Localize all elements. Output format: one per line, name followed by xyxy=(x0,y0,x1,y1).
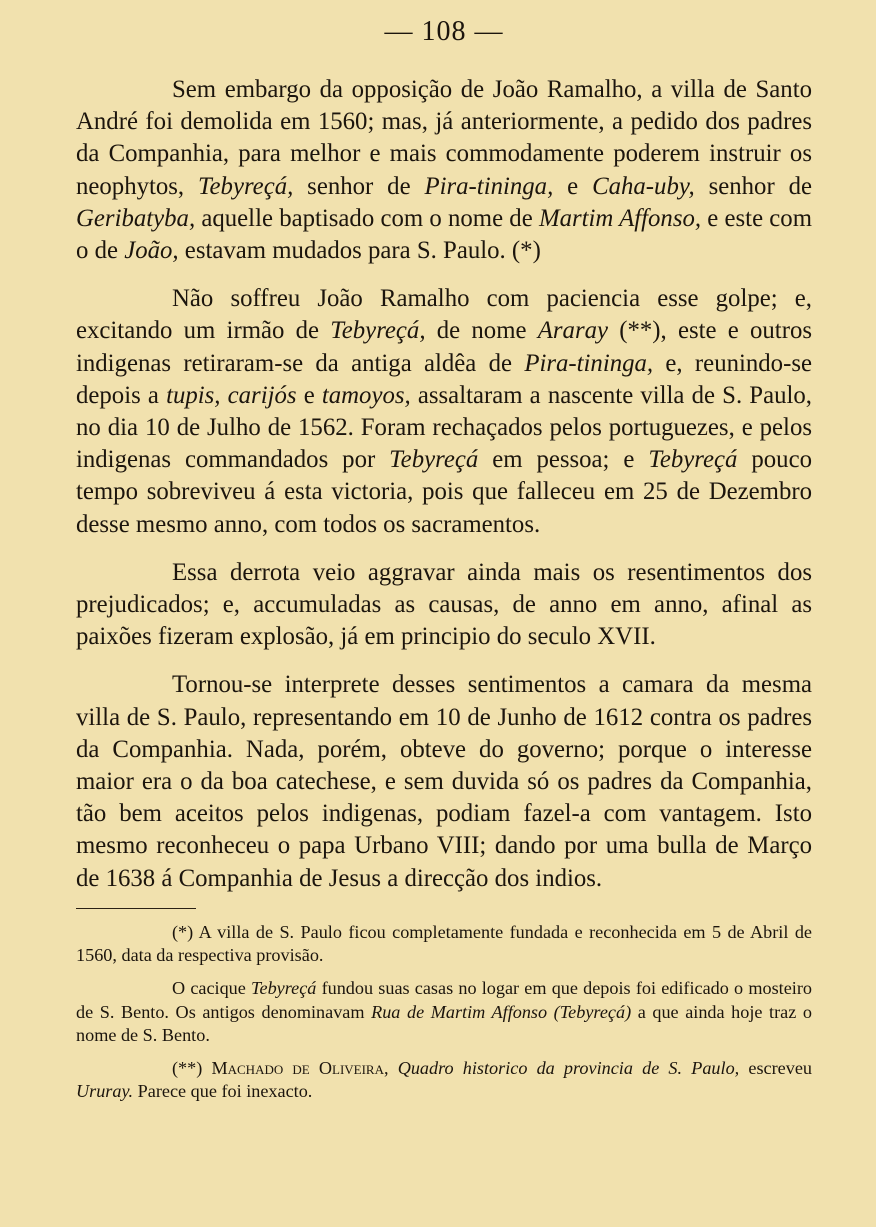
italic-run: Tebyreçá xyxy=(648,446,738,474)
footnote-1 xyxy=(76,921,812,968)
text-run: O cacique xyxy=(172,978,252,999)
italic-run: Geribatyba, xyxy=(76,204,196,232)
footnote-3 xyxy=(76,1057,812,1104)
text-run: de nome xyxy=(425,317,538,345)
italic-run: João, xyxy=(124,237,179,265)
italic-run: tupis, carijós xyxy=(166,381,297,409)
smallcaps-run: Machado de Oliveira, xyxy=(211,1057,389,1078)
italic-run: Ururay. xyxy=(76,1081,134,1102)
page-number: — 108 — xyxy=(384,16,504,47)
footnote-divider xyxy=(76,908,196,909)
italic-run: Caha-uby, xyxy=(592,172,695,200)
italic-run: Martim Affonso, xyxy=(538,204,702,232)
text-run: Tornou-se interprete desses sentimentos a camara da mesma villa de S. Paulo, representando em 10 de Junho de 1612 contra os padres da Companhia. Nada, porém, obteve do governo; porque o interesse maior era o da boa catechese, e sem duvida só os padres da Companhia, tão bem aceitos pelos indigenas, podiam fazel-a com vantagem. Isto mesmo reconheceu o papa Urbano VIII; dando por uma bulla de Março de 1638 á Companhia de Jesus a direcção dos indios. xyxy=(76,671,812,892)
paragraph-4 xyxy=(76,669,812,894)
footnote-2 xyxy=(76,977,812,1048)
text-run: e, reunindo-se depois a xyxy=(76,349,812,409)
text-run: estavam mudados para S. Paulo. (*) xyxy=(178,237,541,265)
italic-run: Tebyreçá, xyxy=(330,317,426,345)
italic-run: Tebyreçá xyxy=(389,446,479,474)
text-run: Não soffreu João Ramalho com paciencia esse golpe; e, excitando um irmão de xyxy=(76,285,812,345)
text-run: e xyxy=(296,381,322,409)
text-run: aquelle baptisado com o nome de xyxy=(195,204,539,232)
text-run: assaltaram a nascente villa de S. Paulo, no dia 10 de Julho de 1562. Foram rechaçados pelos portuguezes, e pelos indigenas commandados por xyxy=(76,381,812,474)
text-run: escreveu xyxy=(739,1057,812,1078)
text-run: e xyxy=(553,172,593,200)
italic-run: tamoyos, xyxy=(321,381,411,409)
paragraph-1 xyxy=(76,74,812,267)
text-run: Parece que foi inexacto. xyxy=(133,1081,313,1102)
text-run: senhor de xyxy=(694,172,812,200)
italic-run: Quadro historico da provincia de S. Paulo, xyxy=(397,1057,740,1078)
italic-run: Pira-tininga, xyxy=(524,349,654,377)
text-run xyxy=(389,1058,398,1078)
italic-run: Tebyreçá xyxy=(251,978,317,999)
italic-run: Tebyreçá, xyxy=(198,172,294,200)
paragraph-3 xyxy=(76,557,812,654)
text-run: em pessoa; e xyxy=(478,446,649,474)
text-run: (*) A villa de S. Paulo ficou completamente fundada e reconhecida em 5 de Abril de 1560, data da respectiva provisão. xyxy=(76,921,812,966)
text-run: (**) xyxy=(172,1057,212,1078)
italic-run: Pira-tininga, xyxy=(424,172,554,200)
text-run: fundou suas casas no logar em que depois foi edificado o mosteiro de S. Bento. Os antigos denominavam xyxy=(76,978,812,1022)
text-run: Essa derrota veio aggravar ainda mais os resentimentos dos prejudicados; e, accumuladas as causas, de anno em anno, afinal as paixões fizeram explosão, já em principio do seculo XVII. xyxy=(76,558,812,651)
text-run: senhor de xyxy=(293,172,425,200)
text-run: pouco tempo sobreviveu á esta victoria, pois que falleceu em 25 de Dezembro desse mesmo anno, com todos os sacramentos. xyxy=(76,446,812,538)
text-run: (**), este e outros indigenas retiraram-se da antiga aldêa de xyxy=(76,317,813,377)
italic-run: Araray xyxy=(537,317,608,345)
text-run: Sem embargo da opposição de João Ramalho, a villa de Santo André foi demolida em 1560; mas, já anteriormente, a pedido dos padres da Companhia, para melhor e mais commodamente poderem instruir os neophytos, xyxy=(76,76,812,200)
paragraph-2 xyxy=(76,283,812,541)
italic-run: Rua de Martim Affonso (Tebyreçá) xyxy=(371,1001,632,1022)
text-run: e este com o de xyxy=(76,204,812,265)
text-run: a que ainda hoje traz o nome de S. Bento. xyxy=(76,1001,812,1046)
